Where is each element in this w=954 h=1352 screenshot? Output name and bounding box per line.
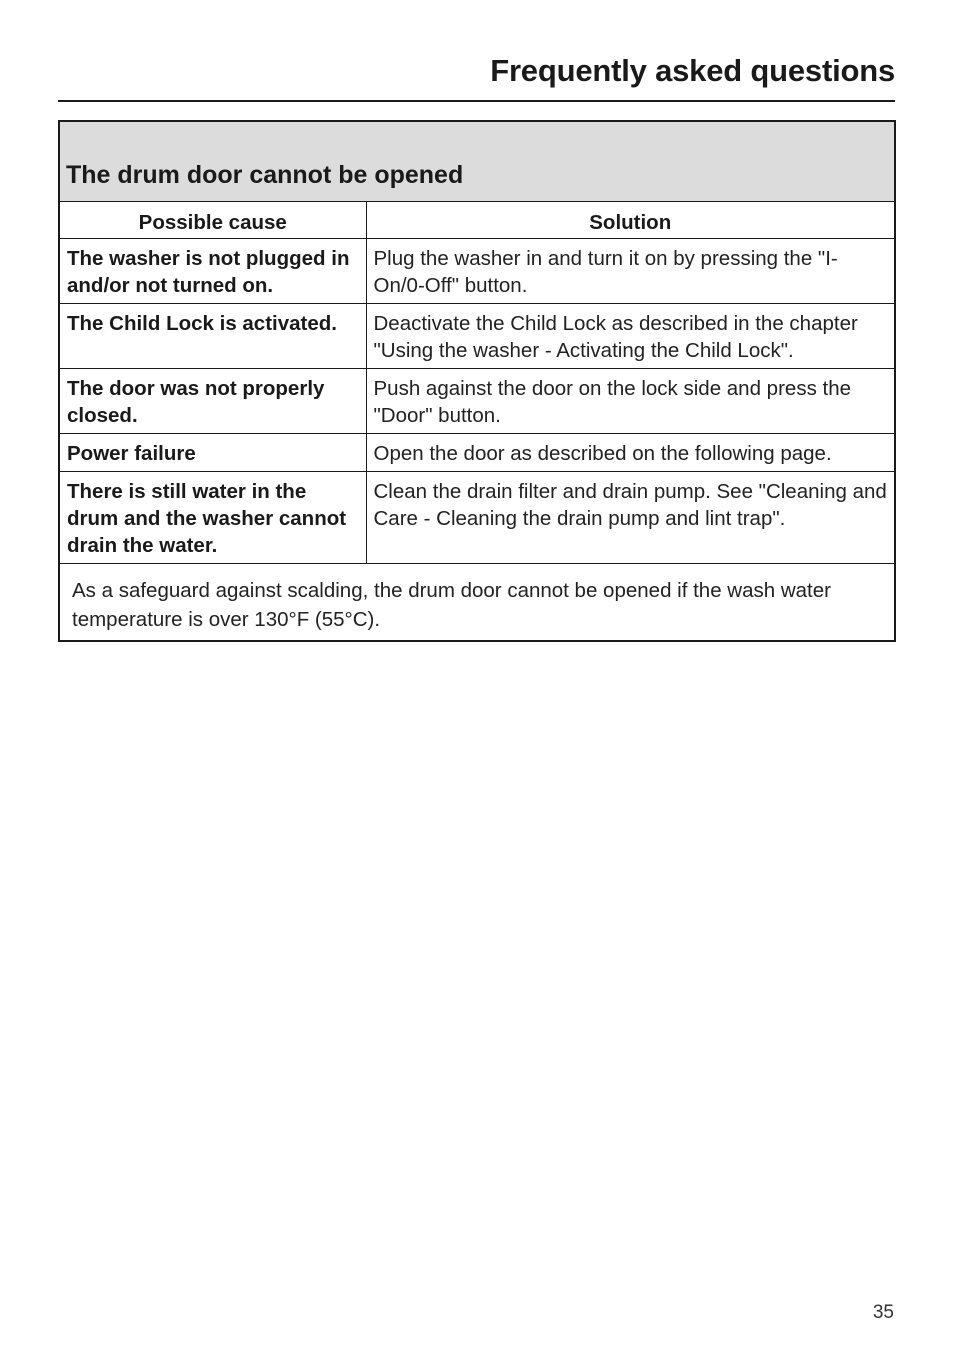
column-header-solution: Solution xyxy=(366,202,894,239)
solution-cell: Plug the washer in and turn it on by pressing the "I-On/0-Off" button. xyxy=(366,239,894,304)
solution-cell: Push against the door on the lock side and press the "Door" button. xyxy=(366,369,894,434)
cause-cell: The washer is not plugged in and/or not turned on. xyxy=(60,239,366,304)
cause-cell: The door was not properly closed. xyxy=(60,369,366,434)
safety-note: As a safeguard against scalding, the drum door cannot be opened if the wash water temperature is over 130°F (55°C). xyxy=(72,579,831,631)
page-title: Frequently asked questions xyxy=(490,53,895,88)
section-heading: The drum door cannot be opened xyxy=(66,161,464,189)
table-row xyxy=(60,434,894,472)
table-row xyxy=(60,304,894,369)
table-row xyxy=(60,369,894,434)
solution-cell: Open the door as described on the following page. xyxy=(366,434,894,472)
cause-cell: There is still water in the drum and the washer cannot drain the water. xyxy=(60,472,366,564)
table-row xyxy=(60,472,894,564)
faq-section xyxy=(58,120,896,642)
page-number: 35 xyxy=(872,1302,894,1323)
table-row xyxy=(60,239,894,304)
section-heading-bar xyxy=(60,122,894,202)
cause-cell: Power failure xyxy=(60,434,366,472)
cause-cell: The Child Lock is activated. xyxy=(60,304,366,369)
solution-cell: Clean the drain filter and drain pump. See "Cleaning and Care - Cleaning the drain pump and lint trap". xyxy=(366,472,894,564)
table-header-row xyxy=(60,202,894,239)
solution-cell: Deactivate the Child Lock as described in the chapter "Using the washer - Activating the Child Lock". xyxy=(366,304,894,369)
page-header xyxy=(58,52,895,102)
faq-table xyxy=(60,202,894,564)
column-header-cause: Possible cause xyxy=(60,202,366,239)
